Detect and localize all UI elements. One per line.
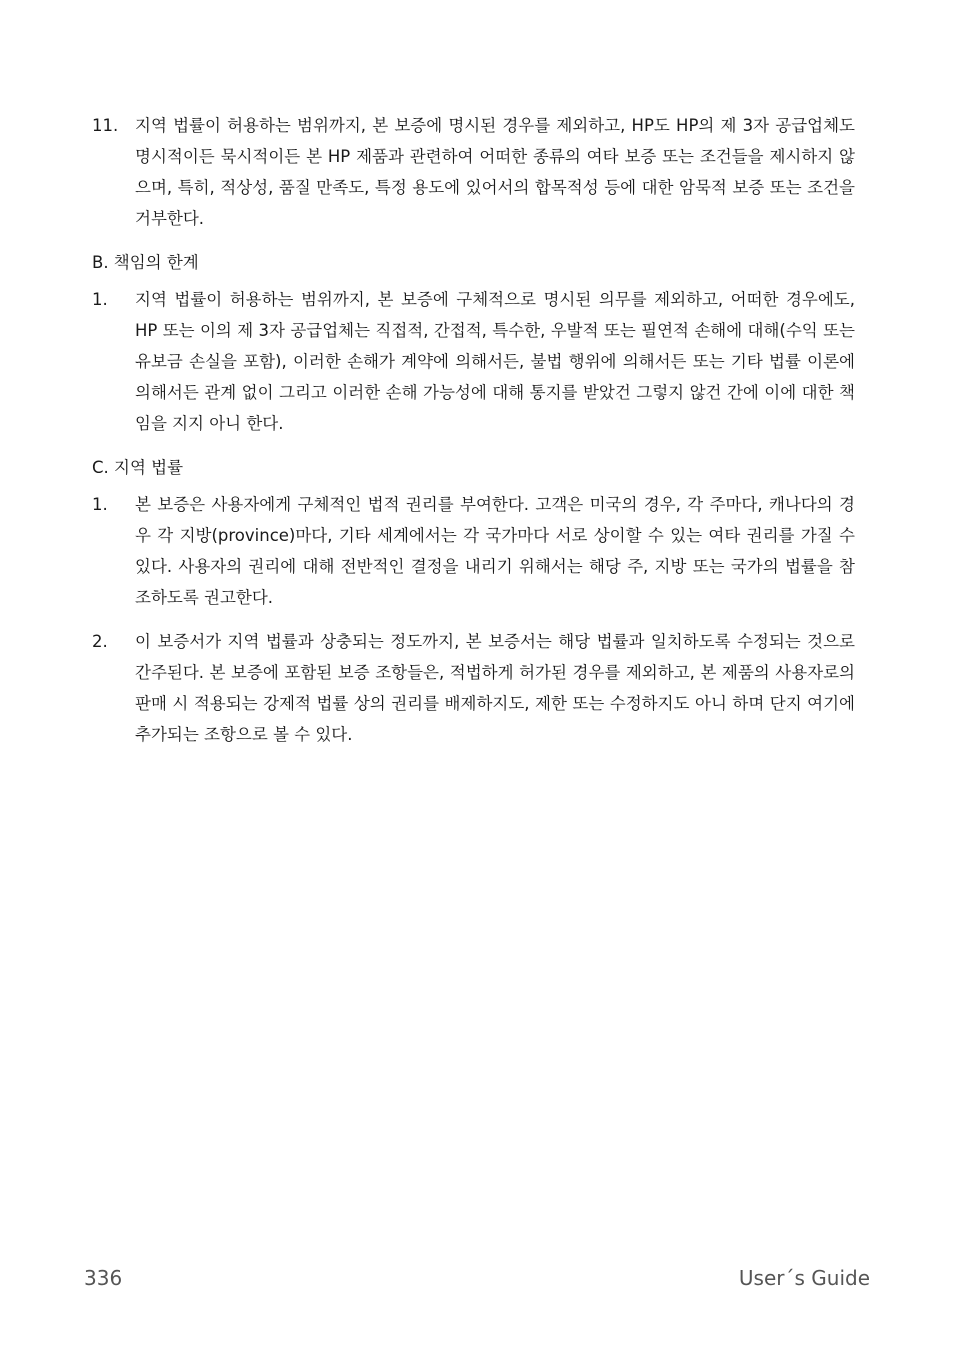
footer-title: User´s Guide (738, 1266, 870, 1290)
list-item-b1 (92, 284, 855, 439)
list-item-11 (92, 110, 855, 234)
section-heading-c: C. 지역 법률 (92, 458, 184, 477)
list-item-c1 (92, 489, 855, 613)
item-number: 11. (92, 116, 119, 135)
item-text: 이 보증서가 지역 법률과 상충되는 정도까지, 본 보증서는 해당 법률과 일치하도록 수정되는 것으로 간주된다. 본 보증에 포함된 보증 조항들은, 적법하게 허가된 경우를 제외하고, 본 제품의 사용자로의 판매 시 적용되는 강제적 법률 상의 권리를 배제하지도, 제한 또는 수정하지도 아니 하며 단지 여기에 추가되는 조항으로 볼 수 있다. (135, 632, 855, 744)
item-number: 2. (92, 632, 108, 651)
item-text: 지역 법률이 허용하는 범위까지, 본 보증에 명시된 경우를 제외하고, HP도 HP의 제 3자 공급업체도 명시적이든 묵시적이든 본 HP 제품과 관련하여 어떠한 종류의 여타 보증 또는 조건들을 제시하지 않으며, 특히, 적상성, 품질 만족도, 특정 용도에 있어서의 합목적성 등에 대한 암묵적 보증 또는 조건을 거부한다. (135, 116, 855, 228)
page-number: 336 (84, 1266, 123, 1290)
section-heading-b: B. 책임의 한계 (92, 253, 199, 272)
item-number: 1. (92, 495, 108, 514)
document-body (92, 110, 855, 750)
item-text: 본 보증은 사용자에게 구체적인 법적 권리를 부여한다. 고객은 미국의 경우, 각 주마다, 캐나다의 경우 각 지방(province)마다, 기타 세계에서는 각 국가마다 서로 상이할 수 있는 여타 권리를 가질 수 있다. 사용자의 권리에 대해 전반적인 결정을 내리기 위해서는 해당 주, 지방 또는 국가의 법률을 참조하도록 권고한다. (135, 495, 855, 607)
item-text: 지역 법률이 허용하는 범위까지, 본 보증에 구체적으로 명시된 의무를 제외하고, 어떠한 경우에도, HP 또는 이의 제 3자 공급업체는 직접적, 간접적, 특수한, 우발적 또는 필연적 손해에 대해(수익 또는 유보금 손실을 포함), 이러한 손해가 계약에 의해서든, 불법 행위에 의해서든 또는 기타 법률 이론에 의해서든 관계 없이 그리고 이러한 손해 가능성에 대해 통지를 받았건 그렇지 않건 간에 이에 대한 책임을 지지 아니 한다. (135, 290, 855, 433)
list-item-c2 (92, 626, 855, 750)
item-number: 1. (92, 290, 108, 309)
